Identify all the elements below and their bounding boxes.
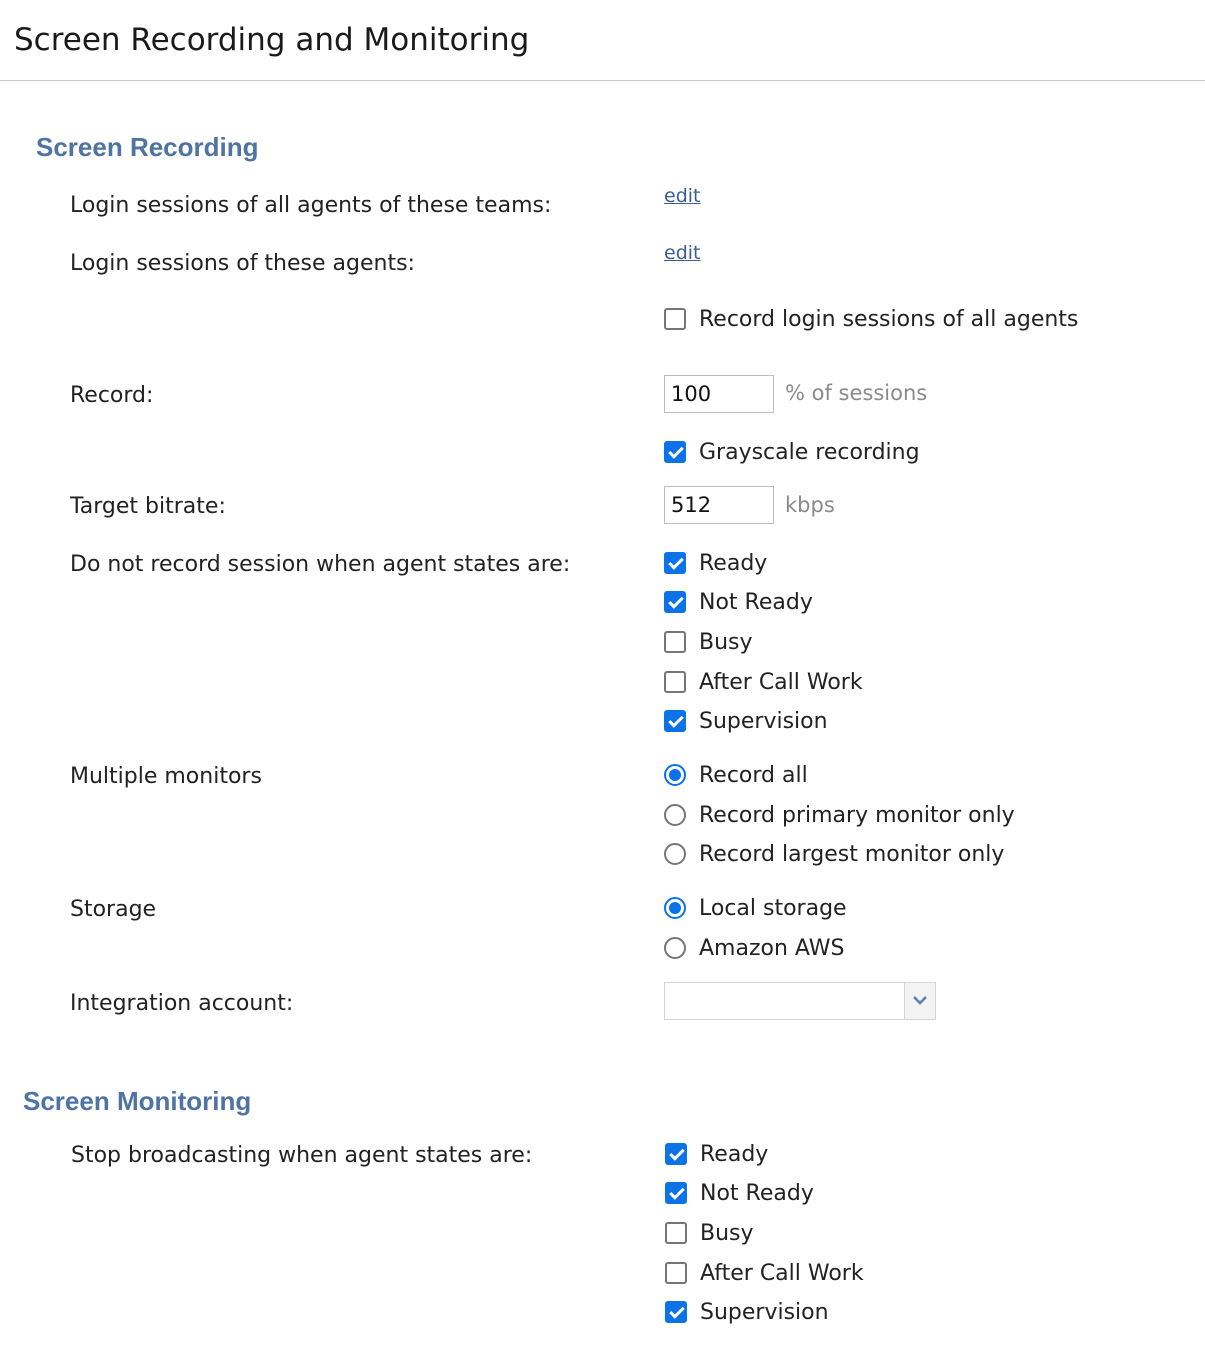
record-unit: % of sessions: [785, 381, 928, 405]
record-all-agents-label: Record login sessions of all agents: [699, 306, 1079, 332]
state-label: Supervision: [699, 708, 828, 734]
monitor-largest-only-radio[interactable]: [664, 839, 1004, 869]
monitor-option-label: Record primary monitor only: [699, 802, 1015, 828]
agents-label: Login sessions of these agents:: [70, 251, 415, 276]
monitoring-states-label: Stop broadcasting when agent states are:: [71, 1143, 533, 1168]
checkbox-box[interactable]: [664, 308, 686, 330]
storage-option-label: Amazon AWS: [699, 935, 845, 961]
monitor-record-all-radio[interactable]: [664, 760, 808, 790]
checkbox-box[interactable]: [664, 441, 686, 463]
storage-local-radio[interactable]: [664, 893, 847, 923]
storage-aws-radio[interactable]: [664, 933, 844, 963]
monitor-state-busy[interactable]: [665, 1218, 754, 1248]
record-percent-input[interactable]: [664, 375, 774, 413]
monitor-state-supervision[interactable]: [665, 1297, 829, 1327]
record-state-busy[interactable]: [664, 627, 753, 657]
state-label: Supervision: [700, 1299, 829, 1325]
checkbox-box[interactable]: [664, 671, 686, 693]
monitor-primary-only-radio[interactable]: [664, 800, 1015, 830]
checkbox-box[interactable]: [665, 1182, 687, 1204]
dropdown-toggle[interactable]: [904, 983, 935, 1019]
agents-edit-link[interactable]: edit: [664, 242, 701, 264]
teams-label: Login sessions of all agents of these teams:: [70, 193, 552, 218]
state-label: Ready: [699, 550, 768, 576]
bitrate-unit: kbps: [785, 493, 835, 517]
screen-monitoring-heading: Screen Monitoring: [23, 1086, 252, 1116]
integration-account-label: Integration account:: [70, 991, 294, 1016]
state-label: Not Ready: [699, 589, 813, 615]
record-state-supervision[interactable]: [664, 706, 828, 736]
integration-account-select[interactable]: [664, 982, 936, 1020]
checkbox-box[interactable]: [664, 591, 686, 613]
record-states-label: Do not record session when agent states are:: [70, 552, 571, 577]
checkbox-box[interactable]: [664, 631, 686, 653]
monitor-state-not-ready[interactable]: [665, 1178, 814, 1208]
radio-circle[interactable]: [664, 843, 686, 865]
checkbox-box[interactable]: [665, 1301, 687, 1323]
grayscale-checkbox[interactable]: [664, 437, 920, 467]
monitor-option-label: Record largest monitor only: [699, 841, 1005, 867]
screen-recording-heading: Screen Recording: [36, 132, 259, 162]
storage-label: Storage: [70, 897, 157, 922]
checkbox-box[interactable]: [664, 710, 686, 732]
radio-circle[interactable]: [664, 764, 686, 786]
page-title: Screen Recording and Monitoring: [14, 22, 530, 58]
radio-circle[interactable]: [664, 897, 686, 919]
record-state-ready[interactable]: [664, 548, 767, 578]
teams-edit-link[interactable]: edit: [664, 185, 701, 207]
state-label: Not Ready: [700, 1180, 814, 1206]
checkbox-box[interactable]: [665, 1262, 687, 1284]
checkbox-box[interactable]: [664, 552, 686, 574]
state-label: After Call Work: [699, 669, 863, 695]
radio-circle[interactable]: [664, 937, 686, 959]
state-label: After Call Work: [700, 1260, 864, 1286]
grayscale-label: Grayscale recording: [699, 439, 920, 465]
record-state-after-call-work[interactable]: [664, 667, 863, 697]
bitrate-input[interactable]: [664, 486, 774, 524]
checkbox-box[interactable]: [665, 1222, 687, 1244]
monitor-state-ready[interactable]: [665, 1139, 768, 1169]
state-label: Busy: [700, 1220, 754, 1246]
chevron-down-icon: [912, 994, 928, 1006]
multiple-monitors-label: Multiple monitors: [70, 764, 262, 789]
checkbox-box[interactable]: [665, 1143, 687, 1165]
monitor-option-label: Record all: [699, 762, 808, 788]
radio-circle[interactable]: [664, 804, 686, 826]
record-label: Record:: [70, 383, 154, 408]
page-header: [0, 0, 1205, 81]
monitor-state-after-call-work[interactable]: [665, 1258, 864, 1288]
storage-option-label: Local storage: [699, 895, 847, 921]
record-state-not-ready[interactable]: [664, 587, 813, 617]
bitrate-label: Target bitrate:: [70, 494, 226, 519]
state-label: Busy: [699, 629, 753, 655]
state-label: Ready: [700, 1141, 769, 1167]
record-all-agents-checkbox[interactable]: [664, 304, 1078, 334]
